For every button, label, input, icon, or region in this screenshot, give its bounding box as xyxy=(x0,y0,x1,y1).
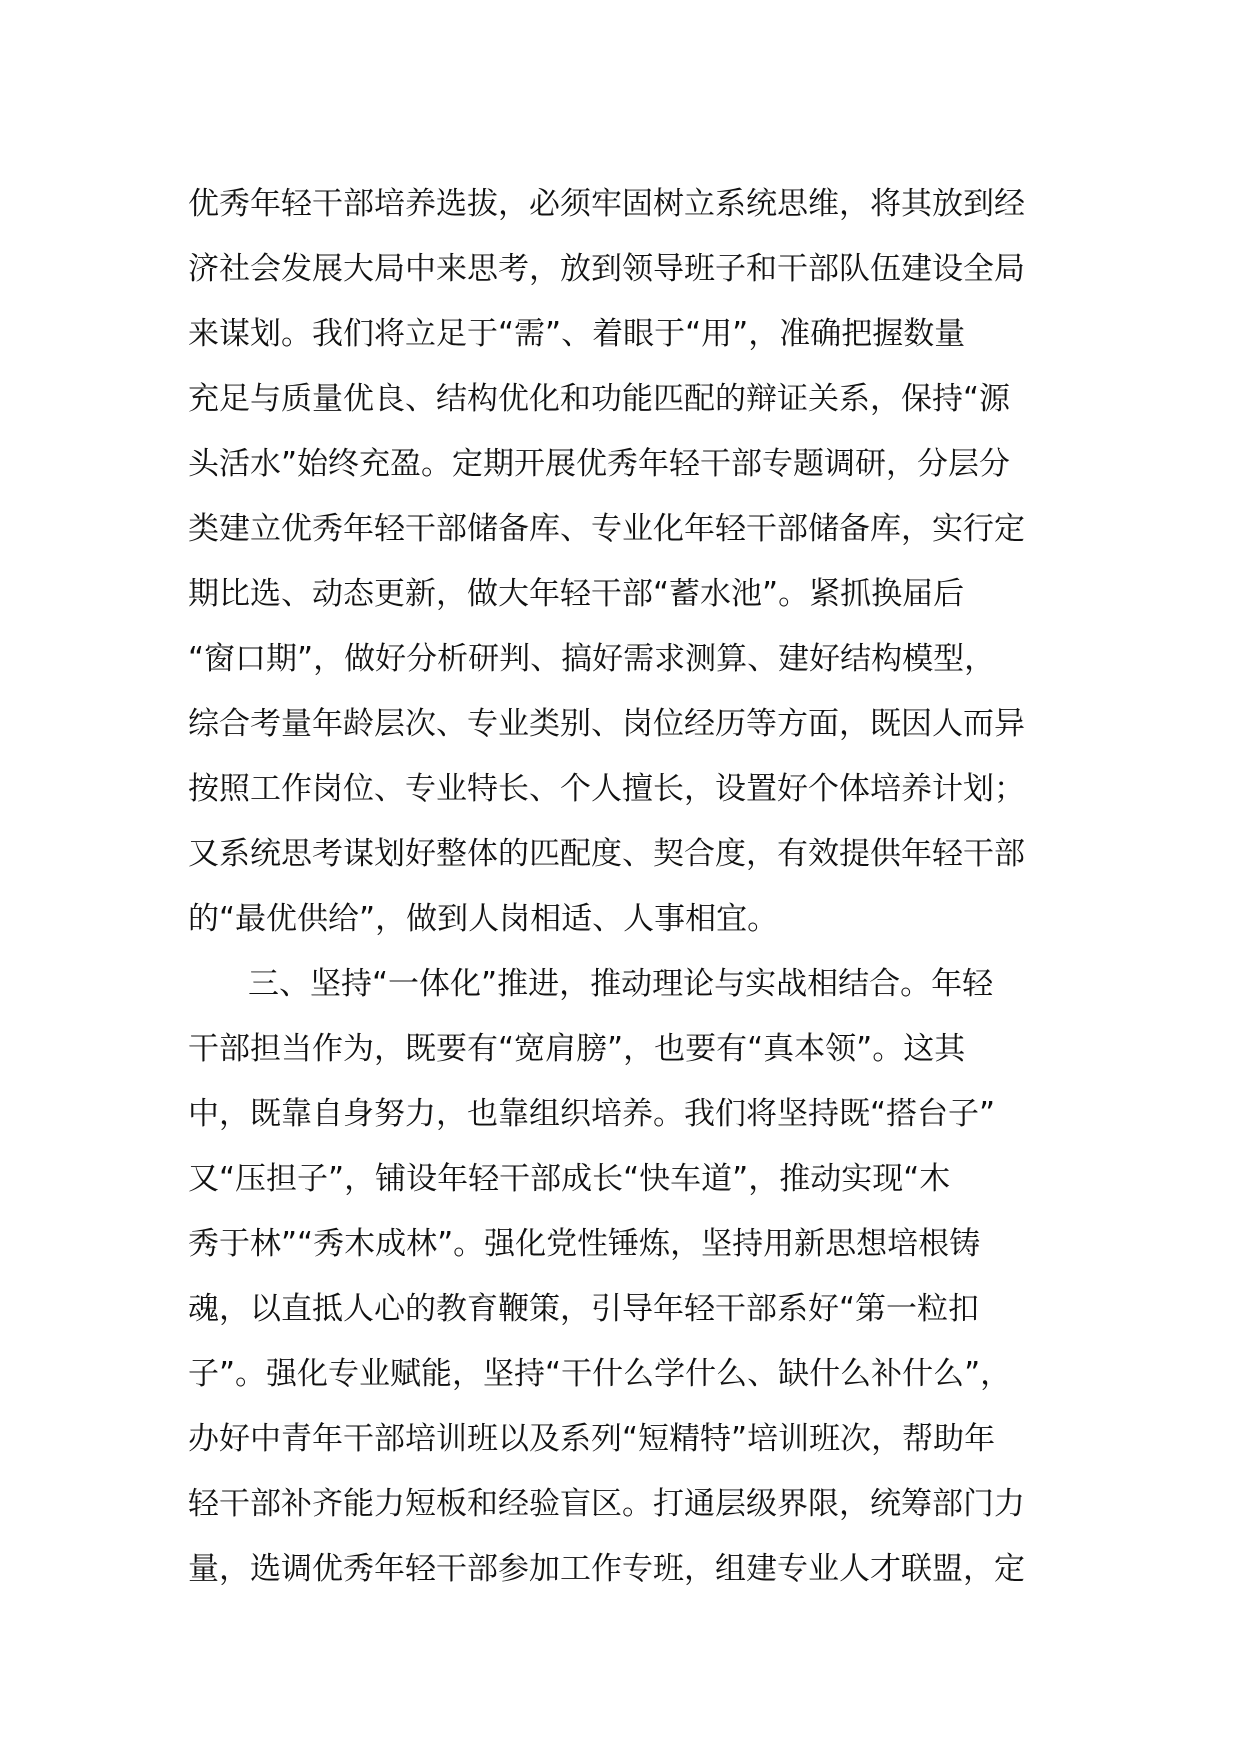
text-line: 干部担当作为，既要有“宽肩膀”，也要有“真本领”。这其 xyxy=(188,1031,966,1067)
text-line: 三、坚持“一体化”推进，推动理论与实战相结合。年轻 xyxy=(248,966,994,1002)
text-line: 又“压担子”，铺设年轻干部成长“快车道”，推动实现“木 xyxy=(188,1161,951,1197)
text-line: 轻干部补齐能力短板和经验盲区。打通层级界限，统筹部门力 xyxy=(188,1486,1025,1522)
text-line: “窗口期”，做好分析研判、搞好需求测算、建好结构模型， xyxy=(188,641,996,677)
text-line: 充足与质量优良、结构优化和功能匹配的辩证关系，保持“源 xyxy=(188,381,1011,417)
text-line: 量，选调优秀年轻干部参加工作专班，组建专业人才联盟，定 xyxy=(188,1551,1025,1587)
text-line: 期比选、动态更新，做大年轻干部“蓄水池”。紧抓换届后 xyxy=(188,576,965,612)
body-text xyxy=(188,172,1088,1602)
text-line: 秀于林”“秀木成林”。强化党性锤炼，坚持用新思想培根铸 xyxy=(188,1226,981,1262)
text-line: 的“最优供给”，做到人岗相适、人事相宜。 xyxy=(188,901,779,937)
text-line: 类建立优秀年轻干部储备库、专业化年轻干部储备库，实行定 xyxy=(188,511,1025,547)
text-line: 子”。强化专业赋能，坚持“干什么学什么、缺什么补什么”， xyxy=(188,1356,1012,1392)
text-line: 济社会发展大局中来思考，放到领导班子和干部队伍建设全局 xyxy=(188,251,1025,287)
text-line: 又系统思考谋划好整体的匹配度、契合度，有效提供年轻干部 xyxy=(188,836,1025,872)
text-line: 综合考量年龄层次、专业类别、岗位经历等方面，既因人而异 xyxy=(188,706,1025,742)
text-line: 来谋划。我们将立足于“需”、着眼于“用”，准确把握数量 xyxy=(188,316,966,352)
text-line: 办好中青年干部培训班以及系列“短精特”培训班次，帮助年 xyxy=(188,1421,996,1457)
text-line: 中，既靠自身努力，也靠组织培养。我们将坚持既“搭台子” xyxy=(188,1096,996,1132)
text-line: 头活水”始终充盈。定期开展优秀年轻干部专题调研，分层分 xyxy=(188,446,1011,482)
text-line: 优秀年轻干部培养选拔，必须牢固树立系统思维，将其放到经 xyxy=(188,186,1025,222)
text-line: 魂，以直抵人心的教育鞭策，引导年轻干部系好“第一粒扣 xyxy=(188,1291,980,1327)
text-line: 按照工作岗位、专业特长、个人擅长，设置好个体培养计划； xyxy=(188,771,1025,807)
